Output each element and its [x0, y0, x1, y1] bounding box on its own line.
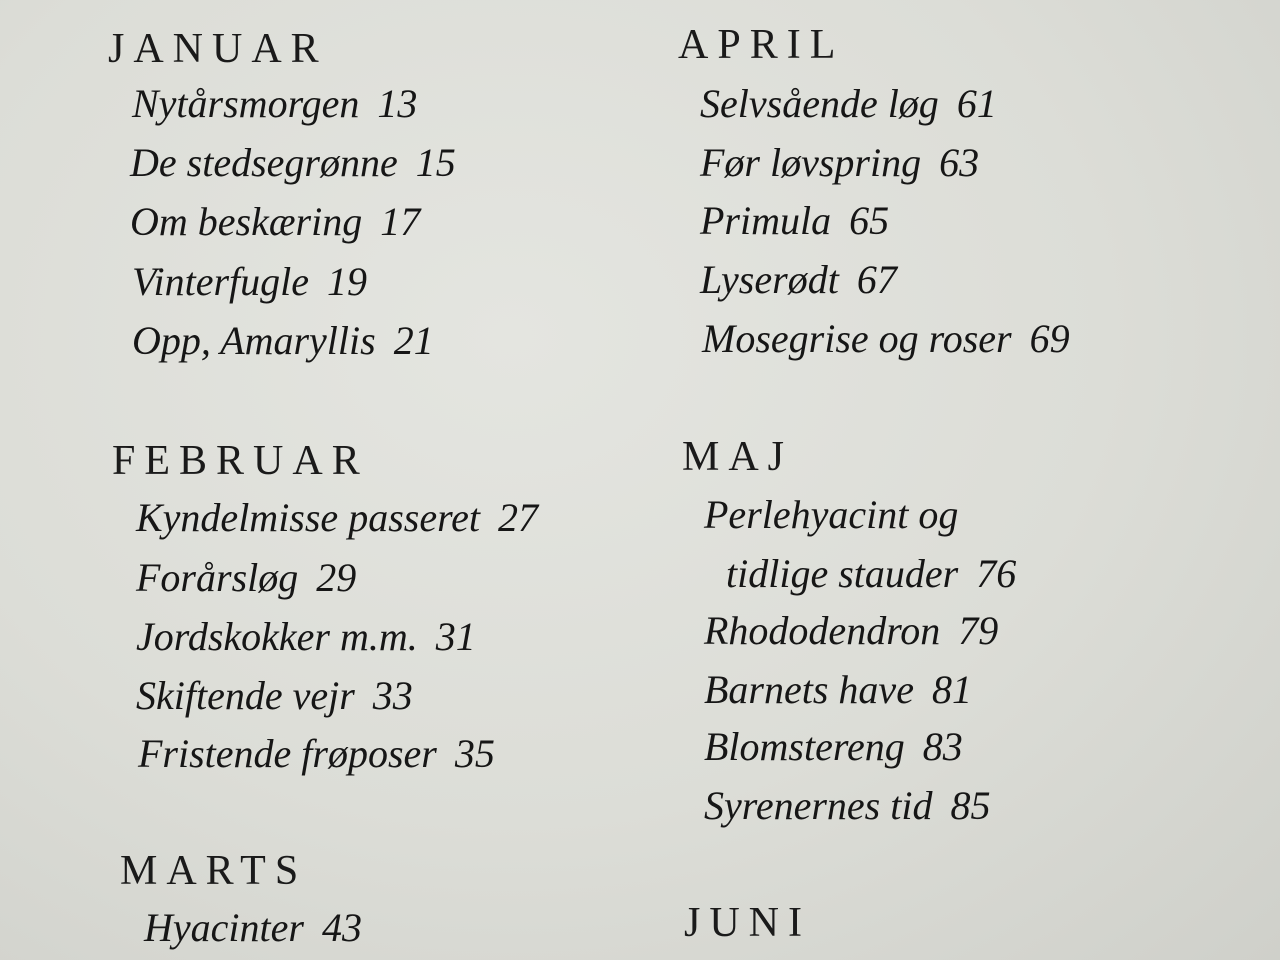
- entry-page-number: 33: [372, 673, 413, 718]
- entry-page-number: 27: [498, 495, 539, 540]
- entry-title: Jordskokker m.m.: [136, 614, 418, 659]
- month-heading-februar: FEBRUAR: [112, 438, 369, 484]
- entry-title: Selvsående løg: [700, 81, 939, 126]
- entry-page-number: 29: [316, 555, 357, 600]
- entry-title: Rhododendron: [704, 608, 941, 653]
- entry-page-number: 15: [415, 140, 456, 185]
- entry-page-number: 63: [939, 140, 980, 185]
- entry-page-number: 17: [380, 199, 421, 244]
- entry-title: Før løvspring: [700, 140, 922, 185]
- entry-page-number: 35: [454, 731, 495, 776]
- toc-entry: [130, 199, 421, 244]
- toc-entry: [700, 198, 890, 243]
- month-heading-marts: MARTS: [120, 848, 308, 894]
- entry-title: Skiftende vejr: [136, 673, 355, 718]
- toc-entry: [144, 905, 362, 950]
- toc-entry: [704, 608, 999, 653]
- entry-page-number: 65: [849, 198, 890, 243]
- entry-page-number: 21: [393, 318, 434, 363]
- entry-page-number: 67: [856, 257, 897, 302]
- entry-page-number: 83: [922, 724, 963, 769]
- toc-entry: [702, 316, 1070, 361]
- entry-title: tidlige stauder: [726, 551, 959, 596]
- month-heading-januar: JANUAR: [108, 26, 328, 72]
- toc-entry: [136, 555, 357, 600]
- toc-entry: [138, 731, 495, 776]
- entry-title: Opp, Amaryllis: [132, 318, 376, 363]
- toc-entry: [700, 81, 997, 126]
- toc-entry: [704, 724, 963, 769]
- toc-entry: [136, 673, 413, 718]
- month-heading-maj: MAJ: [682, 434, 794, 480]
- toc-entry: [726, 551, 1017, 596]
- entry-title: Lyserødt: [700, 257, 839, 302]
- entry-title: Perlehyacint og: [704, 492, 959, 537]
- toc-entry: [704, 492, 959, 537]
- entry-title: De stedsegrønne: [130, 140, 398, 185]
- entry-page-number: 85: [950, 783, 991, 828]
- toc-entry: [704, 783, 991, 828]
- toc-entry: [132, 81, 418, 126]
- entry-title: Forårsløg: [136, 555, 299, 600]
- entry-title: Hyacinter: [144, 905, 304, 950]
- entry-title: Vinterfugle: [132, 259, 309, 304]
- entry-title: Mosegrise og roser: [702, 316, 1012, 361]
- entry-title: Kyndelmisse passeret: [136, 495, 481, 540]
- month-heading-april: APRIL: [678, 22, 845, 68]
- entry-page-number: 13: [377, 81, 418, 126]
- toc-entry: [700, 257, 897, 302]
- toc-entry: [132, 318, 434, 363]
- entry-title: Fristende frøposer: [138, 731, 437, 776]
- toc-entry: [136, 614, 476, 659]
- entry-title: Barnets have: [704, 667, 914, 712]
- entry-page-number: 81: [931, 667, 972, 712]
- entry-title: Blomstereng: [704, 724, 905, 769]
- toc-entry: [130, 140, 456, 185]
- entry-page-number: 79: [958, 608, 999, 653]
- toc-entry: [704, 667, 972, 712]
- toc-entry: [136, 495, 539, 540]
- entry-title: Nytårsmorgen: [132, 81, 360, 126]
- entry-page-number: 61: [956, 81, 997, 126]
- entry-title: Syrenernes tid: [704, 783, 933, 828]
- entry-page-number: 69: [1029, 316, 1070, 361]
- entry-page-number: 43: [321, 905, 362, 950]
- entry-page-number: 19: [327, 259, 367, 304]
- entry-page-number: 76: [976, 551, 1017, 596]
- entry-title: Primula: [700, 198, 832, 243]
- month-heading-juni: JUNI: [684, 900, 811, 946]
- entry-title: Om beskæring: [130, 199, 363, 244]
- toc-entry: [700, 140, 980, 185]
- entry-page-number: 31: [435, 614, 476, 659]
- toc-entry: [132, 259, 367, 304]
